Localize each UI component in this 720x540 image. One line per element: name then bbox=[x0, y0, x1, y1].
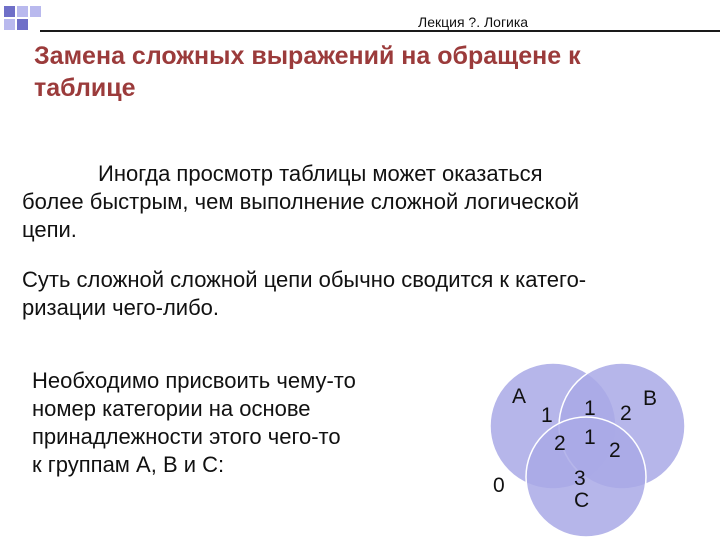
p2-line-2: ризации чего-либо. bbox=[22, 295, 220, 320]
region-ac: 2 bbox=[554, 432, 566, 455]
region-ab-upper: 1 bbox=[584, 397, 596, 420]
region-a-only: 1 bbox=[541, 404, 553, 427]
p3-line-3: принадлежности этого чего-то bbox=[32, 424, 341, 449]
slide-title-line-2: таблице bbox=[34, 74, 136, 102]
p1-line-1: Иногда просмотр таблицы может оказаться bbox=[98, 161, 543, 186]
label-set-c: C bbox=[574, 489, 590, 512]
label-set-b: B bbox=[643, 387, 658, 410]
slide-title bbox=[34, 40, 674, 104]
square-3 bbox=[30, 6, 41, 17]
region-b-only: 2 bbox=[620, 402, 632, 425]
paragraph-assign-category bbox=[32, 367, 432, 479]
paragraph-categorization bbox=[22, 266, 702, 322]
p3-line-4: к группам А, В и С: bbox=[32, 452, 225, 477]
p3-line-2: номер категории на основе bbox=[32, 396, 311, 421]
square-5 bbox=[4, 19, 15, 30]
label-set-a: A bbox=[512, 385, 527, 408]
p1-line-2: более быстрым, чем выполнение сложной логической bbox=[22, 189, 580, 214]
paragraph-table-lookup bbox=[22, 160, 702, 244]
region-c-only: 3 bbox=[574, 467, 586, 490]
region-ab-lower: 1 bbox=[584, 426, 596, 449]
lecture-header: Лекция ?. Логика bbox=[418, 14, 529, 30]
venn-diagram bbox=[470, 360, 710, 540]
square-2 bbox=[17, 6, 28, 17]
square-4 bbox=[17, 19, 28, 30]
square-1 bbox=[4, 6, 15, 17]
region-bc: 2 bbox=[609, 439, 621, 462]
p3-line-1: Необходимо присвоить чему-то bbox=[32, 368, 356, 393]
slide-title-line-1: Замена сложных выражений на обращене к bbox=[34, 42, 581, 70]
p2-line-1: Суть сложной сложной цепи обычно сводится к катего- bbox=[22, 267, 587, 292]
p1-line-3: цепи. bbox=[22, 217, 77, 242]
region-outside: 0 bbox=[493, 474, 505, 497]
